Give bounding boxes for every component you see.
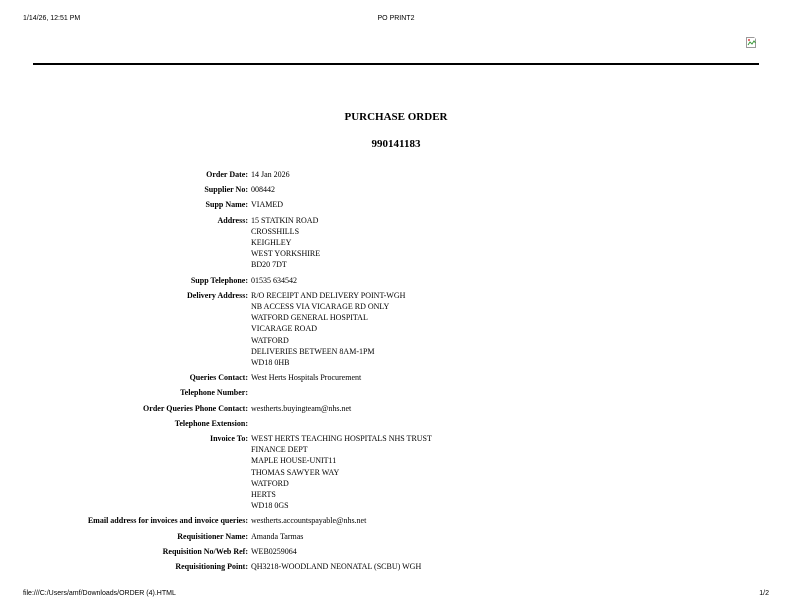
- field-value-line: NB ACCESS VIA VICARAGE RD ONLY: [251, 302, 390, 312]
- field-value-line: 008442: [251, 185, 275, 195]
- field-value-line: westherts.accountspayable@nhs.net: [251, 516, 367, 526]
- field-value-line: MAPLE HOUSE-UNIT11: [251, 456, 337, 466]
- field-value-line: DELIVERIES BETWEEN 8AM-1PM: [251, 346, 375, 356]
- field-label: Telephone Extension:: [174, 418, 248, 428]
- field-value-line: VIAMED: [251, 200, 283, 210]
- field-row: [0, 290, 792, 368]
- print-footer-url: file:///C:/Users/amf/Downloads/ORDER (4).HTML: [23, 590, 176, 597]
- field-label: Supplier No:: [204, 185, 248, 195]
- field-value-line: [251, 418, 651, 429]
- field-value-line: WD18 0HB: [251, 358, 290, 368]
- field-value-line: CROSSHILLS: [251, 226, 300, 236]
- field-value-line: West Herts Hospitals Procurement: [251, 373, 362, 383]
- field-label: Supp Name:: [205, 200, 248, 210]
- field-label: Order Queries Phone Contact:: [143, 403, 248, 413]
- field-value: [251, 372, 651, 383]
- field-row: [0, 418, 792, 429]
- field-label: Email address for invoices and invoice queries:: [87, 516, 248, 526]
- broken-image-icon: [746, 37, 758, 49]
- field-value: [251, 387, 651, 398]
- field-row: [0, 403, 792, 414]
- field-row: [0, 372, 792, 383]
- field-row: [0, 433, 792, 511]
- field-row: [0, 275, 792, 286]
- field-row: [0, 531, 792, 542]
- order-details: [0, 169, 792, 576]
- field-row: [0, 561, 792, 572]
- field-row: [0, 169, 792, 180]
- field-row: [0, 184, 792, 195]
- field-row: [0, 387, 792, 398]
- print-footer-page: 1/2: [759, 590, 769, 597]
- field-label: Invoice To:: [209, 434, 248, 444]
- field-row: [0, 215, 792, 271]
- field-value-line: WATFORD: [251, 335, 289, 345]
- field-value-line: FINANCE DEPT: [251, 445, 308, 455]
- field-value: [251, 433, 651, 511]
- print-header-datetime: 1/14/26, 12:51 PM: [23, 15, 81, 22]
- header-rule: [33, 63, 759, 65]
- field-value-line: HERTS: [251, 490, 276, 500]
- field-value: [251, 290, 651, 368]
- field-value-line: 15 STATKIN ROAD: [251, 215, 319, 225]
- field-value: [251, 418, 651, 429]
- field-value-line: WEST HERTS TEACHING HOSPITALS NHS TRUST: [251, 434, 432, 444]
- po-number: 990141183: [371, 138, 421, 150]
- field-value-line: WATFORD: [251, 478, 289, 488]
- field-label: Requisition No/Web Ref:: [162, 546, 248, 556]
- field-value-line: WEB0259064: [251, 546, 297, 556]
- field-label: Order Date:: [206, 170, 248, 179]
- field-row: [0, 546, 792, 557]
- field-label: Requisitioning Point:: [175, 562, 248, 572]
- field-value-line: WEST YORKSHIRE: [251, 249, 321, 259]
- field-label: Delivery Address:: [187, 290, 248, 300]
- field-value: [251, 215, 651, 271]
- field-label: Address:: [217, 215, 248, 225]
- field-value: [251, 275, 651, 286]
- field-value-line: BD20 7DT: [251, 260, 287, 270]
- field-value-line: Amanda Tarmas: [251, 531, 304, 541]
- field-row: [0, 199, 792, 210]
- document-title: PURCHASE ORDER: [344, 111, 448, 123]
- print-header-title: PO PRINT2: [377, 15, 415, 22]
- field-label: Requisitioner Name:: [177, 531, 248, 541]
- field-value-line: [251, 387, 651, 398]
- field-value: [251, 546, 651, 557]
- field-value-line: VICARAGE ROAD: [251, 324, 317, 334]
- field-value-line: QH3218-WOODLAND NEONATAL (SCBU) WGH: [251, 562, 422, 572]
- field-label: Supp Telephone:: [190, 275, 248, 285]
- field-label: Telephone Number:: [180, 388, 248, 398]
- field-value: [251, 515, 651, 526]
- field-value: [251, 403, 651, 414]
- field-value-line: KEIGHLEY: [251, 238, 292, 248]
- field-value-line: WATFORD GENERAL HOSPITAL: [251, 313, 368, 323]
- field-value-line: R/O RECEIPT AND DELIVERY POINT-WGH: [251, 290, 406, 300]
- field-label: Queries Contact:: [189, 373, 248, 383]
- field-value: [251, 561, 651, 572]
- field-value-line: 01535 634542: [251, 275, 297, 285]
- field-value-line: 14 Jan 2026: [251, 170, 290, 179]
- field-value-line: westherts.buyingteam@nhs.net: [251, 403, 352, 413]
- field-value: [251, 199, 651, 210]
- field-value: [251, 169, 651, 180]
- field-value: [251, 184, 651, 195]
- field-value-line: THOMAS SAWYER WAY: [251, 467, 340, 477]
- field-value-line: WD18 0GS: [251, 501, 289, 511]
- field-value: [251, 531, 651, 542]
- field-row: [0, 515, 792, 526]
